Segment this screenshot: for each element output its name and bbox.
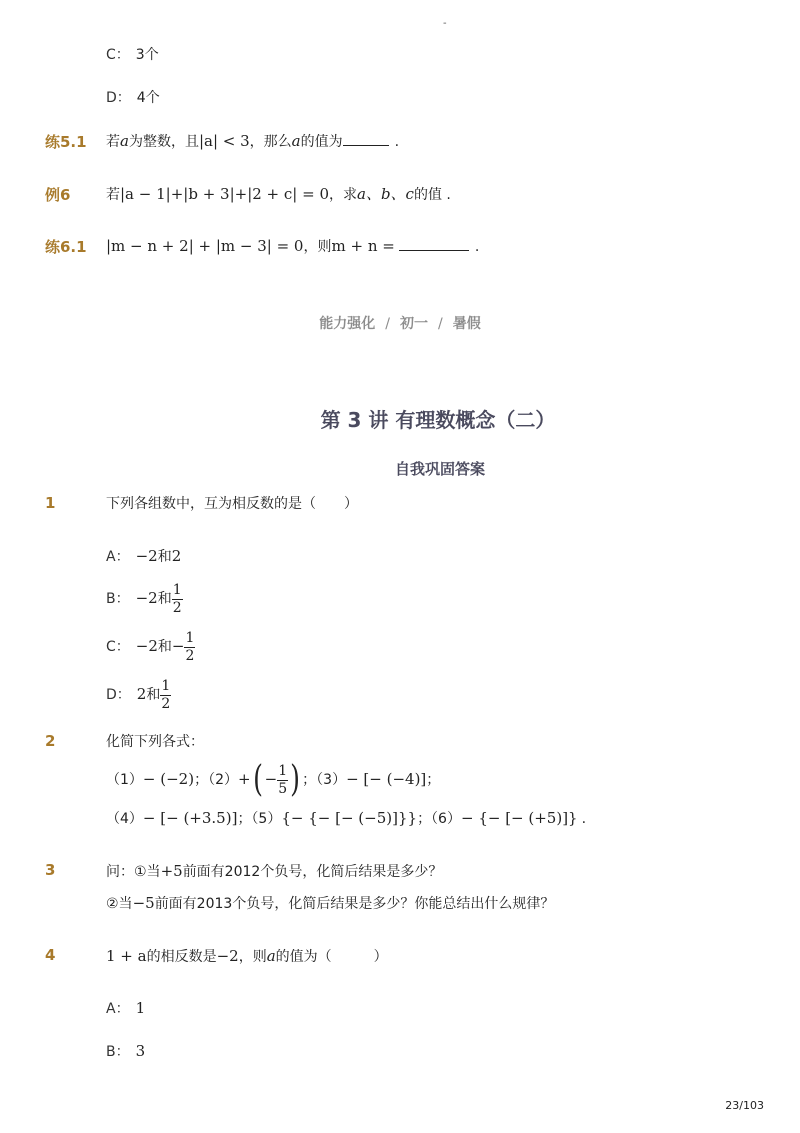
question-1-stem: 下列各组数中，互为相反数的是（ ）: [106, 496, 358, 512]
question-4-stem: 1 + a的相反数是−2，则a的值为（ ）: [106, 947, 388, 965]
example-6-number: 例6: [45, 186, 71, 204]
answer-blank: [399, 238, 469, 251]
exercise-5-1-text: 若a为整数，且|a| < 3，那么a的值为 .: [106, 132, 400, 150]
exercise-5-1-number: 练5.1: [45, 133, 87, 151]
q1-option-a: A： −2和2: [106, 547, 182, 565]
breadcrumb: 能力强化 / 初一 / 暑假: [319, 316, 481, 332]
q1-option-c: C： −2和− $\frac{1}{2}$: [106, 629, 195, 664]
q1-option-b: B： −2和 $\frac{1}{2}$: [106, 581, 182, 616]
q1-option-d: D： 2和 $\frac{1}{2}$: [106, 677, 171, 712]
exercise-6-1-text: |m − n + 2| + |m − 3| = 0，则m + n = .: [106, 237, 480, 255]
question-1-number: 1: [45, 494, 56, 512]
exercise-6-1-number: 练6.1: [45, 238, 87, 256]
prev-option-c: C： 3个: [106, 47, 159, 63]
page-number: 23/103: [725, 1099, 764, 1112]
question-3-line-1: 问：①当+5前面有2012个负号，化简后结果是多少？: [106, 862, 443, 880]
prev-option-d: D： 4个: [106, 90, 160, 106]
question-2-stem: 化简下列各式：: [106, 734, 204, 750]
q2-line-1: （1）− (−2)；（2）+( − $\frac{1}{5}$ ) ；（3）− [− (−4)]；: [106, 759, 441, 800]
answer-blank: [343, 133, 389, 146]
top-mark: -: [443, 18, 447, 29]
fraction: $\frac{1}{2}$: [172, 581, 182, 616]
question-3-number: 3: [45, 861, 56, 879]
q4-option-b: B： 3: [106, 1042, 146, 1060]
q2-line-2: （4）− [− (+3.5)]；（5）{− {− [− (−5)]}}；（6）− {− [− (+5)]} .: [106, 809, 587, 827]
fraction: $\frac{1}{2}$: [185, 629, 195, 664]
q4-option-a: A： 1: [106, 999, 146, 1017]
example-6-text: 若|a − 1|+|b + 3|+|2 + c| = 0，求a、b、c的值 .: [106, 185, 451, 203]
fraction: $\frac{1}{2}$: [161, 677, 171, 712]
question-2-number: 2: [45, 732, 56, 750]
question-3-line-2: ②当−5前面有2013个负号，化简后结果是多少？你能总结出什么规律？: [106, 894, 555, 912]
section-title: 自我巩固答案: [394, 460, 485, 478]
fraction: $\frac{1}{5}$: [278, 762, 288, 797]
lecture-title: 第 3 讲 有理数概念（二）: [320, 408, 556, 432]
question-4-number: 4: [45, 946, 56, 964]
